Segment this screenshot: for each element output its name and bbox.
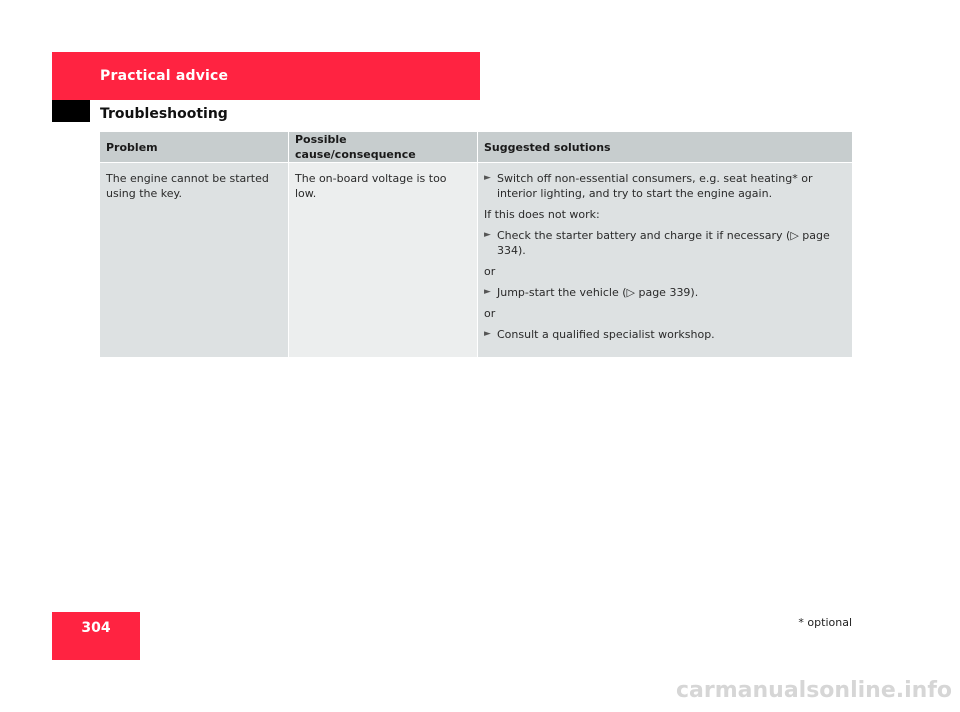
step-text: Consult a qualified specialist workshop. xyxy=(497,328,715,341)
solution-note: or xyxy=(484,307,496,320)
step-arrow-icon: ► xyxy=(484,329,491,339)
step-text: Switch off non-essential consumers, e.g. seat heating* or interior lighting, and try to start the engine again. xyxy=(497,172,813,200)
solution-step xyxy=(484,327,846,342)
solution-step xyxy=(484,285,846,300)
section-title: Troubleshooting xyxy=(100,106,228,122)
step-arrow-icon: ► xyxy=(484,173,491,183)
column-header-problem: Problem xyxy=(100,132,289,163)
solution-step xyxy=(484,228,846,258)
solution-note: or xyxy=(484,265,496,278)
step-arrow-icon: ► xyxy=(484,230,491,240)
chapter-title: Practical advice xyxy=(100,68,229,84)
page-number: 304 xyxy=(81,620,111,636)
table-header-row xyxy=(100,132,852,163)
table-row xyxy=(100,163,852,358)
cause-cell: The on-board voltage is too low. xyxy=(289,163,478,358)
section-marker xyxy=(52,100,90,122)
watermark: carmanualsonline.info xyxy=(676,678,952,703)
column-header-solutions: Suggested solutions xyxy=(478,132,853,163)
solutions-cell xyxy=(478,163,853,358)
solution-note: If this does not work: xyxy=(484,208,600,221)
step-text: Check the starter battery and charge it if necessary (▷ page 334). xyxy=(497,229,830,257)
problem-cell: The engine cannot be started using the key. xyxy=(100,163,289,358)
column-header-cause: Possible cause/consequence xyxy=(289,132,478,163)
footnote: * optional xyxy=(798,616,852,629)
step-text: Jump-start the vehicle (▷ page 339). xyxy=(497,286,699,299)
troubleshooting-table xyxy=(100,132,852,357)
step-arrow-icon: ► xyxy=(484,287,491,297)
solution-step xyxy=(484,171,846,201)
